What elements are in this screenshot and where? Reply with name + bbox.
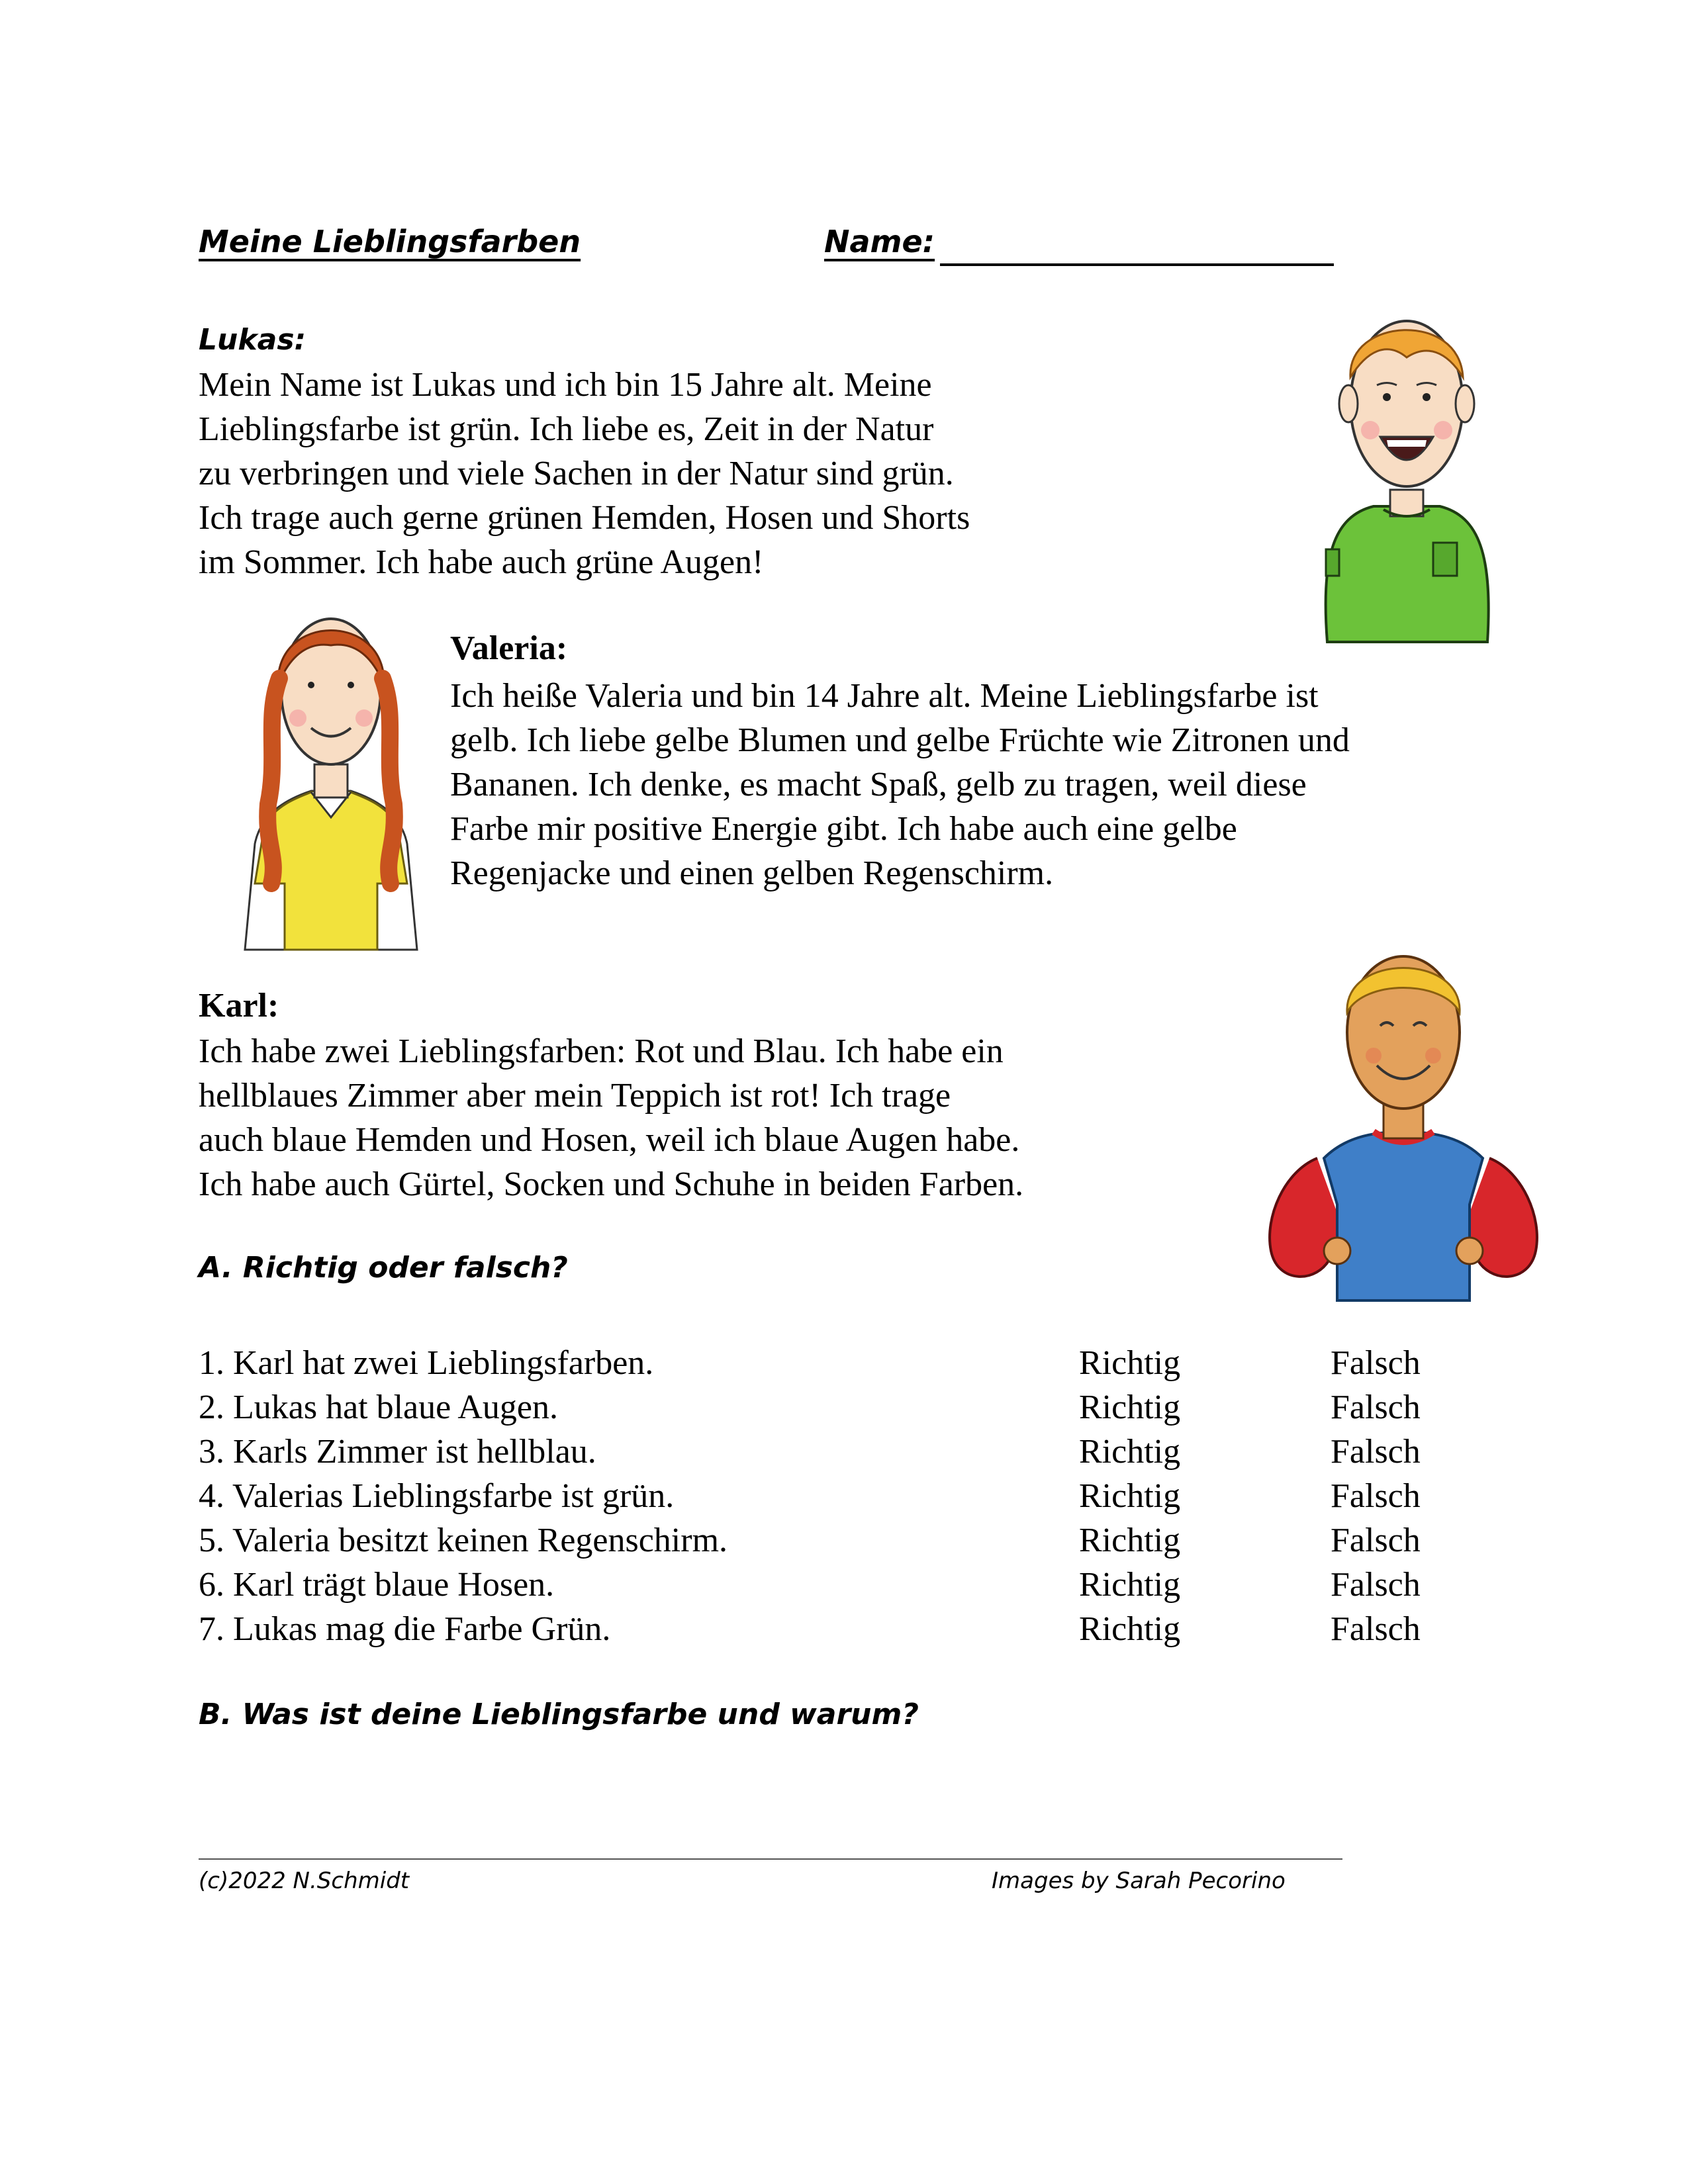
richtig-option[interactable]: Richtig bbox=[1079, 1566, 1181, 1604]
question-row bbox=[0, 1388, 1688, 1432]
karl-paragraph: Ich habe zwei Lieblingsfarben: Rot und Blau. Ich habe ein hellblaues Zimmer aber mein Teppich ist rot! Ich trage auch blaue Hemden und Hosen, weil ich blaue Augen habe. Ich habe auch Gürtel, Socken und Schuhe in beiden Farben. bbox=[199, 1032, 1024, 1203]
name-write-line[interactable] bbox=[940, 263, 1334, 266]
valeria-paragraph: Ich heiße Valeria und bin 14 Jahre alt. Meine Lieblingsfarbe ist gelb. Ich liebe gelbe Blumen und gelbe Früchte wie Zitronen und Bananen. Ich denke, es macht Spaß, gelb zu tragen, weil diese Farbe mir positive Energie gibt. Ich habe auch eine gelbe Regenjacke und einen gelben Regenschirm. bbox=[450, 677, 1350, 892]
falsch-option[interactable]: Falsch bbox=[1331, 1610, 1421, 1648]
falsch-option[interactable]: Falsch bbox=[1331, 1344, 1421, 1382]
question-text: 7. Lukas mag die Farbe Grün. bbox=[199, 1610, 611, 1648]
question-row bbox=[0, 1610, 1688, 1654]
name-label: Name: bbox=[824, 224, 935, 259]
question-text: 4. Valerias Lieblingsfarbe ist grün. bbox=[199, 1477, 675, 1515]
karl-heading: Karl: bbox=[199, 987, 279, 1024]
lukas-heading: Lukas: bbox=[199, 323, 306, 357]
falsch-option[interactable]: Falsch bbox=[1331, 1566, 1421, 1604]
richtig-option[interactable]: Richtig bbox=[1079, 1610, 1181, 1648]
falsch-option[interactable]: Falsch bbox=[1331, 1477, 1421, 1515]
richtig-option[interactable]: Richtig bbox=[1079, 1344, 1181, 1382]
lukas-paragraph: Mein Name ist Lukas und ich bin 15 Jahre alt. Meine Lieblingsfarbe ist grün. Ich liebe es, Zeit in der Natur zu verbringen und viele Sachen in der Natur sind grün. Ich trage auch gerne grünen Hemden, Hosen und Shorts im Sommer. Ich habe auch grüne Augen! bbox=[199, 366, 970, 581]
question-row bbox=[0, 1477, 1688, 1521]
falsch-option[interactable]: Falsch bbox=[1331, 1388, 1421, 1426]
question-text: 6. Karl trägt blaue Hosen. bbox=[199, 1566, 555, 1604]
question-row bbox=[0, 1343, 1688, 1388]
footer-divider bbox=[199, 1858, 1342, 1860]
question-text: 5. Valeria besitzt keinen Regenschirm. bbox=[199, 1522, 728, 1559]
valeria-heading: Valeria: bbox=[450, 629, 568, 667]
falsch-option[interactable]: Falsch bbox=[1331, 1522, 1421, 1559]
richtig-option[interactable]: Richtig bbox=[1079, 1522, 1181, 1559]
worksheet-title: Meine Lieblingsfarben bbox=[199, 224, 581, 259]
footer-copyright: (c)2022 N.Schmidt bbox=[199, 1868, 410, 1894]
footer-image-credit: Images by Sarah Pecorino bbox=[992, 1868, 1286, 1894]
question-text: 3. Karls Zimmer ist hellblau. bbox=[199, 1433, 596, 1471]
question-row bbox=[0, 1565, 1688, 1610]
section-b-heading: B. Was ist deine Lieblingsfarbe und warum? bbox=[199, 1698, 919, 1731]
lukas-illustration bbox=[1314, 304, 1499, 649]
richtig-option[interactable]: Richtig bbox=[1079, 1388, 1181, 1426]
question-text: 2. Lukas hat blaue Augen. bbox=[199, 1388, 558, 1426]
valeria-illustration bbox=[238, 606, 424, 956]
question-row bbox=[0, 1432, 1688, 1477]
falsch-option[interactable]: Falsch bbox=[1331, 1433, 1421, 1471]
richtig-option[interactable]: Richtig bbox=[1079, 1477, 1181, 1515]
richtig-option[interactable]: Richtig bbox=[1079, 1433, 1181, 1471]
karl-illustration bbox=[1258, 940, 1549, 1310]
section-a-heading: A. Richtig oder falsch? bbox=[199, 1251, 568, 1285]
question-text: 1. Karl hat zwei Lieblingsfarben. bbox=[199, 1344, 654, 1382]
question-row bbox=[0, 1521, 1688, 1565]
